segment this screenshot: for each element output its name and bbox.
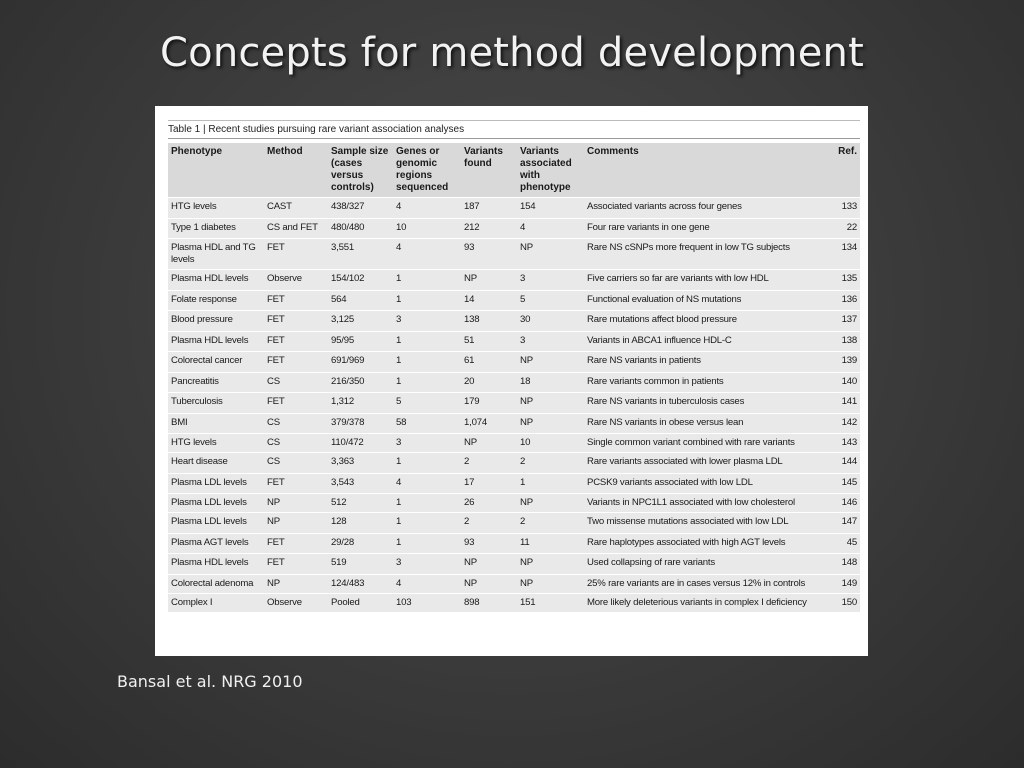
cell-phenotype: HTG levels [168,434,264,453]
cell-genes: 1 [393,533,461,554]
cell-phenotype: Plasma AGT levels [168,533,264,554]
cell-variants-found: NP [461,574,517,593]
cell-phenotype: Plasma LDL levels [168,513,264,534]
cell-ref: 135 [820,270,860,291]
cell-variants-found: 61 [461,352,517,373]
cell-phenotype: Pancreatitis [168,372,264,393]
table-row [168,453,860,474]
cell-comments: Five carriers so far are variants with low HDL [584,270,820,291]
cell-variants-associated: 154 [517,198,584,219]
cell-comments: Single common variant combined with rare variants [584,434,820,453]
cell-method: FET [264,290,328,311]
cell-phenotype: Complex I [168,593,264,612]
cell-variants-associated: 5 [517,290,584,311]
cell-variants-associated: 2 [517,453,584,474]
cell-variants-associated: 11 [517,533,584,554]
table-row [168,434,860,453]
cell-sample-size: 438/327 [328,198,393,219]
table-caption: Table 1 | Recent studies pursuing rare variant association analyses [168,124,860,139]
cell-comments: PCSK9 variants associated with low LDL [584,473,820,494]
cell-comments: Two missense mutations associated with low LDL [584,513,820,534]
table-row [168,593,860,612]
cell-comments: Associated variants across four genes [584,198,820,219]
cell-sample-size: 564 [328,290,393,311]
cell-genes: 1 [393,372,461,393]
cell-comments: Rare variants associated with lower plasma LDL [584,453,820,474]
header-ref: Ref. [820,143,860,198]
cell-ref: 143 [820,434,860,453]
table-row [168,331,860,352]
cell-method: FET [264,311,328,332]
cell-sample-size: 29/28 [328,533,393,554]
cell-method: FET [264,473,328,494]
cell-variants-found: 20 [461,372,517,393]
cell-comments: Functional evaluation of NS mutations [584,290,820,311]
cell-variants-found: 93 [461,533,517,554]
cell-comments: Rare NS variants in tuberculosis cases [584,393,820,414]
cell-variants-found: NP [461,434,517,453]
cell-ref: 146 [820,494,860,513]
table-row [168,352,860,373]
header-variants-found: Variants found [461,143,517,198]
cell-method: CS and FET [264,218,328,239]
table-row [168,270,860,291]
table-row [168,311,860,332]
cell-genes: 3 [393,554,461,575]
cell-ref: 139 [820,352,860,373]
cell-ref: 140 [820,372,860,393]
source-citation: Bansal et al. NRG 2010 [117,672,303,691]
cell-comments: Rare mutations affect blood pressure [584,311,820,332]
table-row [168,473,860,494]
table-row [168,198,860,219]
cell-comments: Rare NS cSNPs more frequent in low TG subjects [584,239,820,270]
cell-method: FET [264,239,328,270]
cell-genes: 5 [393,393,461,414]
cell-phenotype: Plasma LDL levels [168,473,264,494]
cell-variants-found: 179 [461,393,517,414]
cell-ref: 144 [820,453,860,474]
table-row [168,239,860,270]
cell-sample-size: 3,543 [328,473,393,494]
cell-variants-found: 1,074 [461,413,517,434]
table-body [168,198,860,612]
cell-phenotype: Type 1 diabetes [168,218,264,239]
cell-variants-associated: NP [517,393,584,414]
cell-variants-found: 898 [461,593,517,612]
cell-sample-size: 512 [328,494,393,513]
cell-variants-associated: NP [517,413,584,434]
table-row [168,393,860,414]
cell-phenotype: Tuberculosis [168,393,264,414]
cell-method: NP [264,494,328,513]
cell-sample-size: 95/95 [328,331,393,352]
cell-phenotype: HTG levels [168,198,264,219]
cell-ref: 137 [820,311,860,332]
cell-variants-associated: 4 [517,218,584,239]
cell-variants-found: 2 [461,453,517,474]
cell-genes: 1 [393,352,461,373]
cell-variants-associated: NP [517,352,584,373]
cell-variants-associated: NP [517,574,584,593]
cell-ref: 141 [820,393,860,414]
cell-variants-found: 14 [461,290,517,311]
cell-method: NP [264,574,328,593]
cell-variants-found: 93 [461,239,517,270]
cell-variants-associated: 2 [517,513,584,534]
cell-variants-associated: 18 [517,372,584,393]
cell-variants-found: NP [461,554,517,575]
cell-ref: 145 [820,473,860,494]
cell-phenotype: Plasma HDL and TG levels [168,239,264,270]
cell-method: CS [264,434,328,453]
cell-method: CS [264,453,328,474]
cell-sample-size: 110/472 [328,434,393,453]
cell-genes: 58 [393,413,461,434]
cell-phenotype: BMI [168,413,264,434]
caption-rule [168,120,860,121]
cell-variants-found: 138 [461,311,517,332]
cell-ref: 22 [820,218,860,239]
cell-genes: 1 [393,331,461,352]
cell-genes: 4 [393,574,461,593]
cell-sample-size: 1,312 [328,393,393,414]
cell-variants-associated: 3 [517,331,584,352]
cell-phenotype: Plasma HDL levels [168,554,264,575]
cell-sample-size: 379/378 [328,413,393,434]
cell-genes: 4 [393,239,461,270]
cell-comments: Rare NS variants in patients [584,352,820,373]
cell-comments: 25% rare variants are in cases versus 12% in controls [584,574,820,593]
cell-variants-associated: 10 [517,434,584,453]
cell-comments: Four rare variants in one gene [584,218,820,239]
cell-comments: Used collapsing of rare variants [584,554,820,575]
cell-ref: 138 [820,331,860,352]
table-row [168,413,860,434]
cell-method: CAST [264,198,328,219]
cell-ref: 149 [820,574,860,593]
cell-variants-associated: NP [517,554,584,575]
table-figure [155,106,868,656]
cell-ref: 45 [820,533,860,554]
table-row [168,218,860,239]
cell-genes: 1 [393,290,461,311]
cell-variants-found: 51 [461,331,517,352]
table-row [168,494,860,513]
cell-method: Observe [264,593,328,612]
cell-ref: 133 [820,198,860,219]
header-variants-associated: Variants associated with phenotype [517,143,584,198]
cell-method: NP [264,513,328,534]
table-row [168,533,860,554]
cell-ref: 150 [820,593,860,612]
cell-sample-size: 3,363 [328,453,393,474]
cell-method: FET [264,393,328,414]
cell-variants-found: 187 [461,198,517,219]
cell-method: CS [264,413,328,434]
cell-genes: 3 [393,311,461,332]
cell-sample-size: 154/102 [328,270,393,291]
cell-method: FET [264,533,328,554]
table-row [168,554,860,575]
cell-sample-size: 128 [328,513,393,534]
cell-phenotype: Plasma HDL levels [168,270,264,291]
cell-genes: 10 [393,218,461,239]
cell-method: FET [264,554,328,575]
header-phenotype: Phenotype [168,143,264,198]
cell-method: Observe [264,270,328,291]
cell-phenotype: Folate response [168,290,264,311]
cell-ref: 148 [820,554,860,575]
cell-variants-associated: 3 [517,270,584,291]
cell-sample-size: 216/350 [328,372,393,393]
cell-variants-associated: 30 [517,311,584,332]
cell-variants-found: NP [461,270,517,291]
cell-sample-size: 480/480 [328,218,393,239]
cell-method: FET [264,331,328,352]
cell-genes: 3 [393,434,461,453]
cell-genes: 1 [393,494,461,513]
cell-genes: 4 [393,198,461,219]
cell-comments: Variants in NPC1L1 associated with low cholesterol [584,494,820,513]
header-comments: Comments [584,143,820,198]
cell-genes: 103 [393,593,461,612]
cell-variants-found: 26 [461,494,517,513]
header-method: Method [264,143,328,198]
cell-variants-found: 2 [461,513,517,534]
cell-variants-associated: NP [517,239,584,270]
table-row [168,513,860,534]
cell-variants-associated: 151 [517,593,584,612]
cell-ref: 134 [820,239,860,270]
cell-comments: Variants in ABCA1 influence HDL-C [584,331,820,352]
cell-variants-found: 212 [461,218,517,239]
cell-variants-associated: 1 [517,473,584,494]
cell-genes: 1 [393,513,461,534]
cell-phenotype: Blood pressure [168,311,264,332]
cell-sample-size: 124/483 [328,574,393,593]
cell-method: FET [264,352,328,373]
header-sample-size: Sample size (cases versus controls) [328,143,393,198]
cell-sample-size: 519 [328,554,393,575]
cell-genes: 1 [393,270,461,291]
table-row [168,372,860,393]
cell-comments: Rare haplotypes associated with high AGT levels [584,533,820,554]
cell-ref: 147 [820,513,860,534]
cell-sample-size: Pooled [328,593,393,612]
table-header-row [168,143,860,198]
cell-variants-associated: NP [517,494,584,513]
cell-genes: 4 [393,473,461,494]
cell-comments: Rare variants common in patients [584,372,820,393]
cell-sample-size: 3,551 [328,239,393,270]
cell-genes: 1 [393,453,461,474]
cell-sample-size: 3,125 [328,311,393,332]
cell-ref: 142 [820,413,860,434]
cell-phenotype: Colorectal adenoma [168,574,264,593]
slide-title: Concepts for method development [160,30,864,76]
cell-comments: Rare NS variants in obese versus lean [584,413,820,434]
cell-phenotype: Heart disease [168,453,264,474]
cell-sample-size: 691/969 [328,352,393,373]
cell-phenotype: Colorectal cancer [168,352,264,373]
table-row [168,290,860,311]
table-row [168,574,860,593]
cell-phenotype: Plasma LDL levels [168,494,264,513]
cell-variants-found: 17 [461,473,517,494]
cell-method: CS [264,372,328,393]
variant-studies-table [168,143,860,612]
cell-comments: More likely deleterious variants in complex I deficiency [584,593,820,612]
cell-ref: 136 [820,290,860,311]
cell-phenotype: Plasma HDL levels [168,331,264,352]
header-genes: Genes or genomic regions sequenced [393,143,461,198]
